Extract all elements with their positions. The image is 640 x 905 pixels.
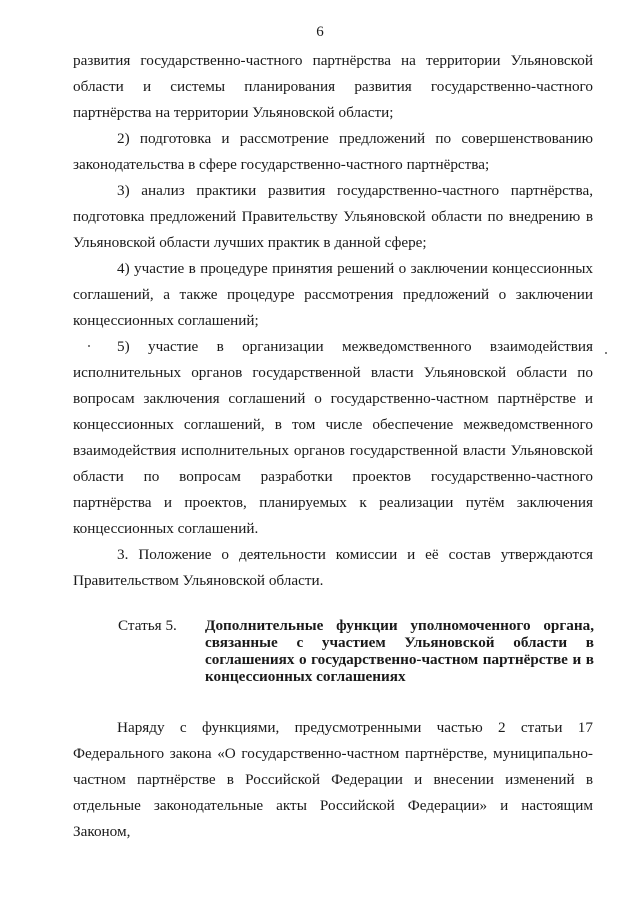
article-number: Статья 5. xyxy=(118,617,177,634)
article-title: Дополнительные функции уполномоченного органа, связанные с участием Ульяновской области в соглашениях о государственно-частном партнёрстве и в концессионных соглашениях xyxy=(205,617,594,685)
scan-speck xyxy=(88,345,90,347)
document-body xyxy=(73,48,593,594)
clause-3: 3. Положение о деятельности комиссии и её состав утверждаются Правительством Ульяновской области. xyxy=(73,546,593,589)
list-item-3: 3) анализ практики развития государственно-частного партнёрства, подготовка предложений Правительству Ульяновской области по внедрению в Ульяновской области лучших практик в данной сфере; xyxy=(73,182,593,251)
article-paragraph: Наряду с функциями, предусмотренными частью 2 статьи 17 Федерального закона «О государственно-частном партнёрстве, муниципально-частном партнёрстве в Российской Федерации и внесении изменений в отдельные законодательные акты Российской Федерации» и настоящим Законом, xyxy=(73,719,593,840)
list-item-5: 5) участие в организации межведомственного взаимодействия исполнительных органов государственной власти Ульяновской области по вопросам заключения соглашений о государственно-частном партнёрстве и концессионных соглашений, в том числе обеспечение межведомственного взаимодействия исполнительных органов государственной власти Ульяновской области по вопросам разработки проектов государственно-частного партнёрства и проектов, планируемых к реализации путём заключения концессионных соглашений. xyxy=(73,338,593,537)
page-number: 6 xyxy=(316,24,324,40)
list-item-2: 2) подготовка и рассмотрение предложений по совершенствованию законодательства в сфере государственно-частного партнёрства; xyxy=(73,130,593,173)
list-item-4: 4) участие в процедуре принятия решений о заключении концессионных соглашений, а также процедуре рассмотрения предложений о заключении концессионных соглашений; xyxy=(73,260,593,329)
paragraph-continuation: развития государственно-частного партнёрства на территории Ульяновской области и системы планирования развития государственно-частного партнёрства на территории Ульяновской области; xyxy=(73,52,593,121)
scan-speck xyxy=(605,352,607,354)
article-body xyxy=(73,715,593,845)
